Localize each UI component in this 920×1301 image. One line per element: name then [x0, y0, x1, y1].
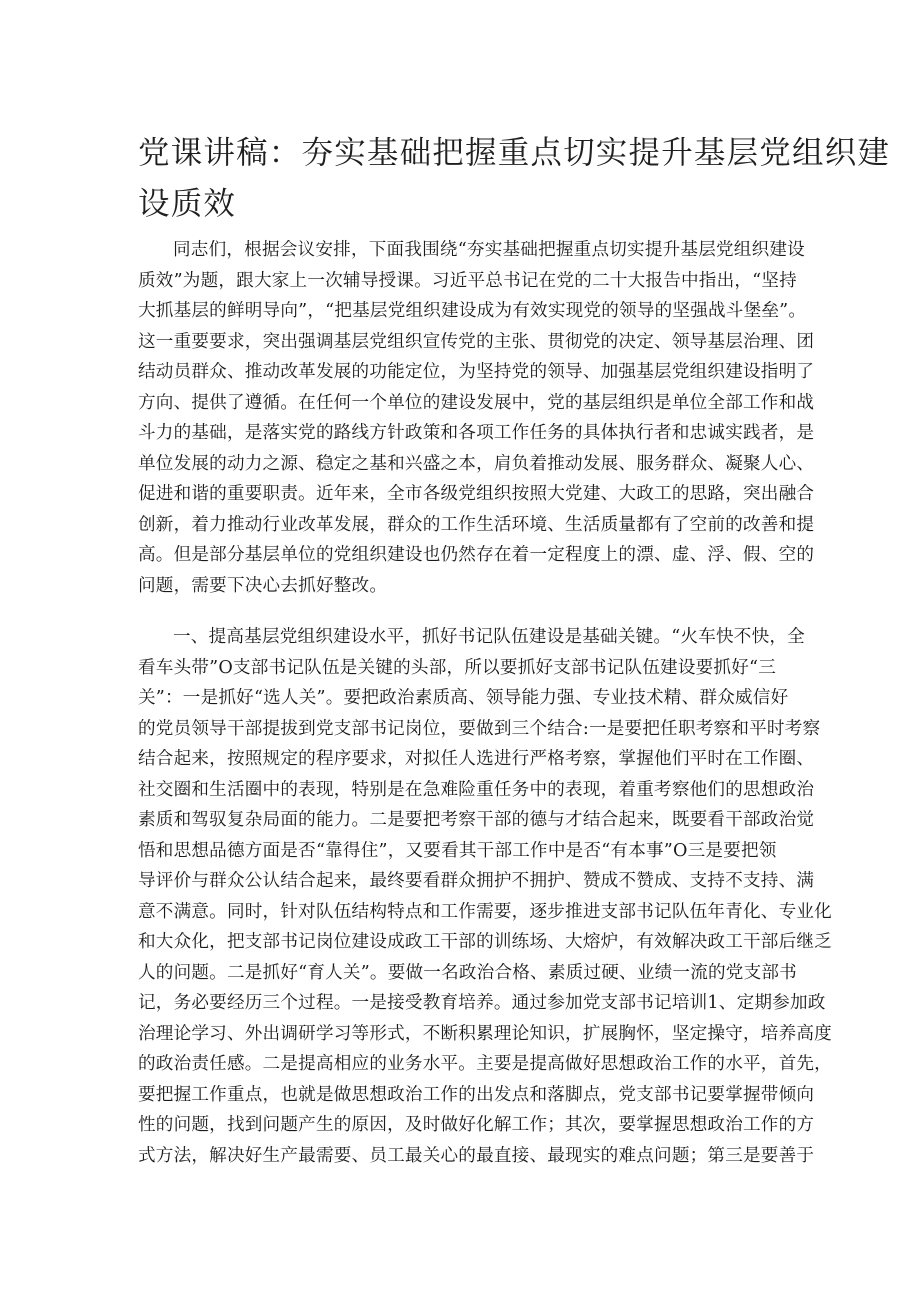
- paragraph-line: 素质和驾驭复杂局面的能力。二是要把考察干部的德与才结合起来，既要看干部政治觉: [138, 810, 815, 830]
- paragraph-line: 记，务必要经历三个过程。一是接受教育培养。通过参加党支部书记培训1、定期参加政: [138, 993, 826, 1013]
- title-line: 设质效: [138, 186, 237, 222]
- paragraph-line: 大抓基层的鲜明导向”，“把基层党组织建设成为有效实现党的领导的坚强战斗堡垒”。: [138, 301, 807, 321]
- paragraph-line: 人的问题。二是抓好“育人关”。要做一名政治合格、素质过硬、业绩一流的党支部书: [138, 962, 797, 983]
- paragraph-line: 高。但是部分基层单位的党组织建设也仍然存在着一定程度上的漂、虚、浮、假、空的: [138, 545, 815, 565]
- paragraph-line: 治理论学习、外出调研学习等形式，不断积累理论知识，扩展胸怀，坚定操守，培养高度: [138, 1023, 832, 1044]
- paragraph-line: 要把握工作重点，也就是做思想政治工作的出发点和落脚点，党支部书记要掌握带倾向: [138, 1084, 815, 1105]
- paragraph-line: 悟和思想品德方面是否“靠得住”，又要看其干部工作中是否“有本事”O三是要把领: [138, 840, 777, 861]
- paragraph-line: 同志们，根据会议安排，下面我围绕“夯实基础把握重点切实提升基层党组织建设: [173, 240, 805, 260]
- paragraph-line: 这一重要要求，突出强调基层党组织宣传党的主张、贯彻党的决定、领导基层治理、团: [138, 331, 815, 352]
- paragraph-line: 的政治责任感。二是提高相应的业务水平。主要是提高做好思想政治工作的水平，首先，: [138, 1054, 832, 1074]
- paragraph-line: 和大众化，把支部书记岗位建设成政工干部的训练场、大熔炉，有效解决政工干部后继乏: [138, 932, 832, 952]
- paragraph-line: 的党员领导干部提拔到党支部书记岗位，要做到三个结合:一是要把任职考察和平时考察: [138, 718, 821, 739]
- paragraph-line: 结合起来，按照规定的程序要求，对拟任人选进行严格考察，掌握他们平时在工作圈、: [138, 749, 815, 769]
- paragraph-line: 质效”为题，跟大家上一次辅导授课。习近平总书记在党的二十大报告中指出，“坚持: [138, 270, 797, 291]
- paragraph-line: 方向、提供了遵循。在任何一个单位的建设发展中，党的基层组织是单位全部工作和战: [138, 392, 815, 413]
- paragraph-line: 结动员群众、推动改革发展的功能定位，为坚持党的领导、加强基层党组织建设指明了: [138, 362, 815, 382]
- paragraph-section-1: [138, 622, 832, 1171]
- paragraph-line: 关”：一是抓好“选人关”。要把政治素质高、领导能力强、专业技术精、群众威信好: [138, 688, 789, 708]
- paragraph-line: 性的问题，找到问题产生的原因，及时做好化解工作；其次，要掌握思想政治工作的方: [138, 1115, 815, 1135]
- paragraph-line: 式方法，解决好生产最需要、员工最关心的最直接、最现实的难点问题；第三是要善于: [138, 1145, 815, 1166]
- paragraph-line: 单位发展的动力之源、稳定之基和兴盛之本，肩负着推动发展、服务群众、凝聚人心、: [138, 453, 815, 474]
- paragraph-line: 斗力的基础，是落实党的路线方针政策和各项工作任务的具体执行者和忠诚实践者，是: [138, 423, 815, 443]
- paragraph-line: 导评价与群众公认结合起来，最终要看群众拥护不拥护、赞成不赞成、支持不支持、满: [138, 871, 815, 891]
- paragraph-line: 社交圈和生活圈中的表现，特别是在急难险重任务中的表现，着重考察他们的思想政治: [138, 779, 815, 800]
- title-line: 党课讲稿：夯实基础把握重点切实提升基层党组织建: [138, 135, 891, 171]
- page-title: [138, 128, 891, 230]
- paragraph-intro: [138, 235, 815, 601]
- paragraph-line: 创新，着力推动行业改革发展，群众的工作生活环境、生活质量都有了空前的改善和提: [138, 514, 815, 535]
- paragraph-line: 一、提高基层党组织建设水平，抓好书记队伍建设是基础关键。“火车快不快，全: [173, 627, 805, 647]
- paragraph-line: 问题，需要下决心去抓好整改。: [138, 575, 388, 596]
- paragraph-line: 看车头带”O支部书记队伍是关键的头部，所以要抓好支部书记队伍建设要抓好“三: [138, 657, 777, 678]
- paragraph-line: 意不满意。同时，针对队伍结构特点和工作需要，逐步推进支部书记队伍年青化、专业化: [138, 901, 832, 922]
- paragraph-line: 促进和谐的重要职责。近年来，全市各级党组织按照大党建、大政工的思路，突出融合: [138, 484, 815, 504]
